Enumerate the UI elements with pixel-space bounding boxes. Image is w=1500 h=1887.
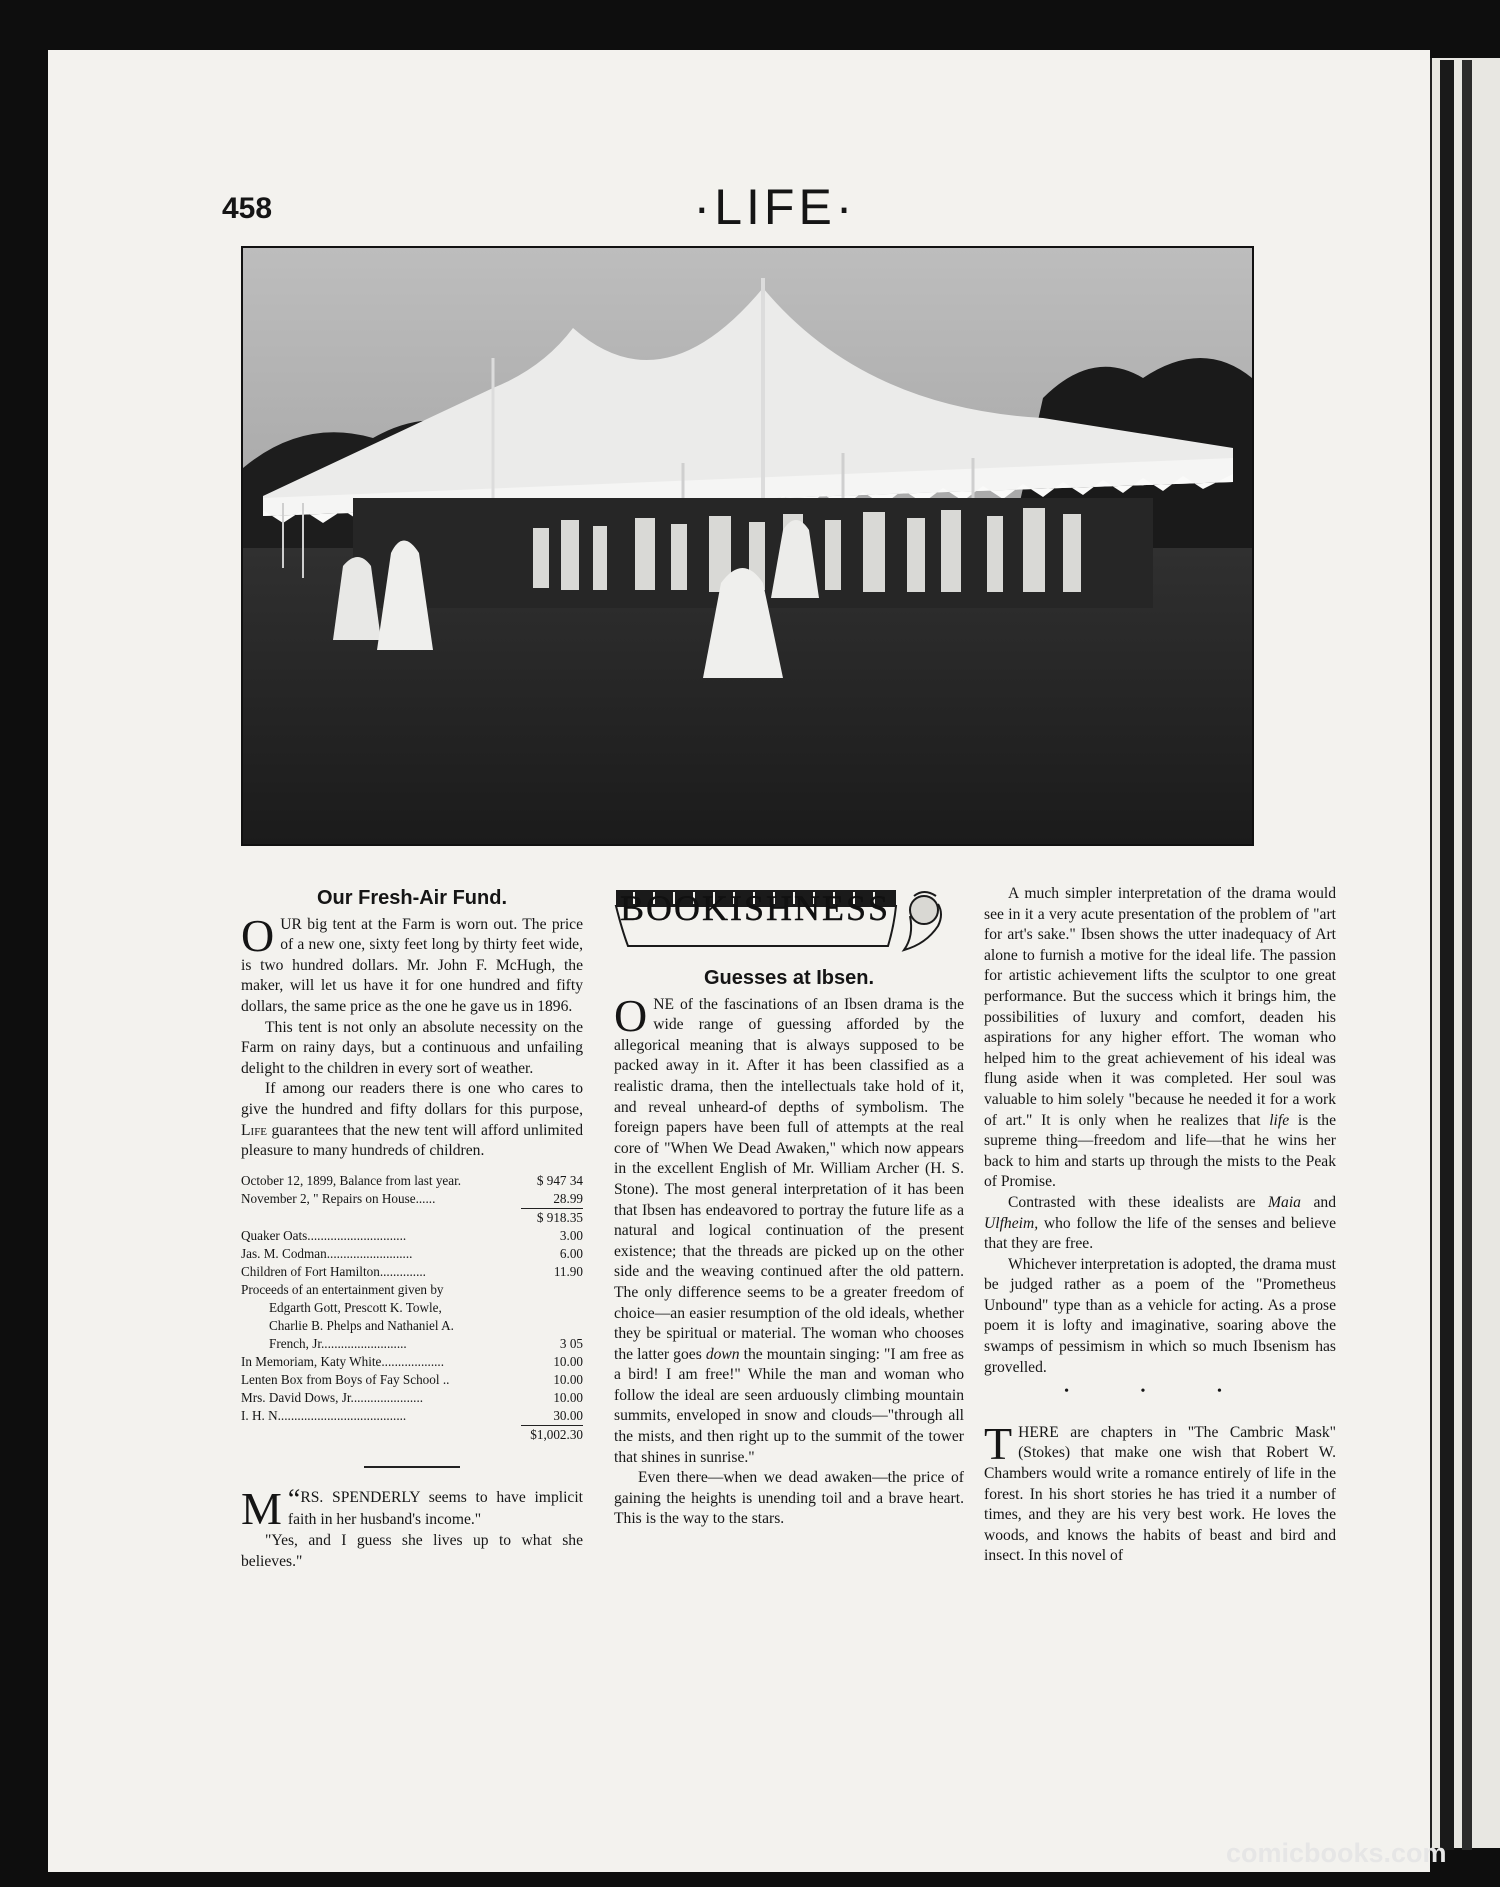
binding-shadow (1440, 60, 1454, 1850)
tent-photo-illustration (243, 248, 1252, 844)
ledger-total-row (241, 1425, 583, 1444)
ledger-row (241, 1299, 583, 1317)
fresh-air-paragraph-2: This tent is not only an absolute necessity on the Farm on rainy days, but a continuous and unfailing delight to the children in every sort of weather. (241, 1018, 583, 1077)
ledger-label: Proceeds of an entertainment given by (241, 1281, 444, 1297)
ibsen-paragraph-1-a: NE of the fascinations of an Ibsen drama is the wide range of guessing afforded by the allegorical meaning that is always supposed to be packed away in it. After it has been classified as a realistic drama, then the intellectuals take hold of it, and reveal unheard-of depths of symbolism. The foreign papers have been full of attempts at the real core of "When We Dead Awaken," which now appears in the excellent English of Mr. William Archer (H. S. Stone). The most general interpretation of it has been that Ibsen has endeavored to portray the future life as a natural and logical continuation of the present existence; that the threads are picked up on the other side and the weaving continued after the old pattern. The only difference seems to be a greater freedom of choice—an easier resumption of the old ideals, whether they be spiritual or material. The woman who chooses the latter goes (614, 995, 964, 1363)
guesses-at-ibsen-heading: Guesses at Ibsen. (703, 967, 875, 989)
ledger-total: $1,002.30 (521, 1425, 583, 1444)
fresh-air-paragraph-3-b: guarantees that the new tent will afford unlimited pleasure to many hundreds of children. (241, 1121, 583, 1160)
emphasis-maia: Maia (1268, 1193, 1301, 1211)
open-quote: “ (287, 1483, 301, 1515)
bookishness-banner-text: BOOKISHNESS (620, 888, 891, 928)
ledger-label: Quaker Oats.............................. (241, 1227, 407, 1243)
ledger-row (241, 1335, 583, 1353)
ledger-amount: 6.00 (559, 1245, 583, 1261)
ledger-amount: 11.90 (553, 1263, 583, 1279)
dropcap-t: T (984, 1417, 1013, 1469)
ledger-row (241, 1263, 583, 1281)
ibsen-paragraph-3-a: A much simpler interpretation of the drama would see in it a very acute presentation of the problem of "art for art's sake." Ibsen shows the utter inadequacy of Art alone to furnish a motive for the ideal life. The passion for artistic achievement lifts the sculptor to one great performance. But the success which it brings him, the possibilities of luxury and comfort, deaden his aspirations for any higher effort. The woman who helped him to the great achievement of his ideal was flung aside when it was completed. Her soul was valuable to him solely "because he needed it for a work of art." It is only when he realizes that (984, 885, 1336, 1129)
ledger-row (241, 1227, 583, 1245)
ledger-row (241, 1172, 583, 1190)
ledger-label: October 12, 1899, Balance from last year. (241, 1172, 462, 1188)
spenderly-paragraph-2: "Yes, and I guess she lives up to what she believes." (241, 1531, 583, 1570)
ledger-amount: 10.00 (553, 1353, 583, 1369)
ledger-row (241, 1190, 583, 1209)
ibsen-paragraph-4-and: and (1313, 1193, 1336, 1211)
ledger-amount: 3.00 (559, 1227, 583, 1243)
ledger-row (241, 1407, 583, 1426)
ledger-label: Lenten Box from Boys of Fay School .. (241, 1371, 450, 1387)
ledger-label: I. H. N....................................... (241, 1407, 407, 1423)
bookishness-banner (614, 886, 964, 958)
ledger-amount: $ 947 34 (536, 1172, 583, 1188)
ledger-label: Edgarth Gott, Prescott K. Towle, (269, 1299, 442, 1315)
section-separator-dots: • • • (1064, 1384, 1256, 1400)
ledger-label: Children of Fort Hamilton.............. (241, 1263, 426, 1279)
ledger-label: In Memoriam, Katy White................... (241, 1353, 445, 1369)
ledger-amount: $ 918.35 (521, 1208, 583, 1227)
ledger-amount: 30.00 (553, 1407, 583, 1423)
ledger-subtotal-row (241, 1208, 583, 1227)
ibsen-paragraph-1 (614, 989, 964, 1469)
ledger-label (241, 1425, 521, 1444)
column-1 (241, 884, 583, 1572)
ledger-label: November 2, " Repairs on House...... (241, 1190, 436, 1206)
cambric-mask-paragraph-text: HERE are chapters in "The Cambric Mask" (Stokes) that make one wish that Robert W. Chambers would write a romance entirely of life in the forest. In his short stories he has tried it a number of times, and they are his very best work. He loves the woods, and knows the habits of beast and bird and insect. In this novel of (984, 1423, 1336, 1565)
ledger-label: Charlie B. Phelps and Nathaniel A. (269, 1317, 454, 1333)
emphasis-life: life (1269, 1111, 1290, 1129)
ibsen-paragraph-4 (984, 1193, 1336, 1255)
ledger-amount: 28.99 (553, 1190, 583, 1206)
ibsen-paragraph-4-a: Contrasted with these idealists are (1008, 1193, 1256, 1211)
page-number: 458 (222, 192, 273, 225)
emphasis-down: down (705, 1345, 740, 1363)
ledger-label: Jas. M. Codman.......................... (241, 1245, 413, 1261)
dropcap-o: O (614, 989, 648, 1041)
cambric-mask-paragraph (984, 1417, 1336, 1567)
ledger-row (241, 1371, 583, 1389)
ledger-row (241, 1317, 583, 1335)
ledger-amount (521, 1281, 583, 1299)
ledger-amount: 10.00 (553, 1371, 583, 1387)
fresh-air-paragraph-3 (241, 1079, 583, 1161)
ibsen-paragraph-3-b: is the supreme thing—freedom and life—that he wins her back to him and starts up through the mists to the Peak of Promise. (984, 1111, 1337, 1191)
ibsen-paragraph-2: Even there—when we dead awaken—the price of gaining the heights is unending toil and a brave heart. This is the way to the stars. (614, 1469, 964, 1528)
life-smallcaps: Life (241, 1121, 268, 1139)
emphasis-ulfheim: Ulfheim, (984, 1214, 1039, 1232)
ledger-amount (521, 1299, 583, 1317)
ledger-row (241, 1245, 583, 1263)
ledger-row (241, 1281, 583, 1299)
binding-shadow-2 (1462, 60, 1472, 1850)
ledger-amount: 3 05 (559, 1335, 583, 1351)
dropcap-m: M (241, 1482, 282, 1534)
donation-ledger (241, 1172, 583, 1444)
section-divider (364, 1466, 460, 1468)
ibsen-paragraph-1-b: the mountain singing: "I am free as a bird! I am free!" While the man and woman who follow the ideal are seen arduously climbing mountain summits, enveloped in snow and clouds—"through all the mists, and then right up to the summit of the tower that shines in sunrise." (614, 1345, 964, 1466)
ledger-amount (521, 1317, 583, 1335)
spenderly-paragraph-1 (241, 1482, 583, 1534)
fresh-air-paragraph-1 (241, 909, 583, 1018)
ledger-row (241, 1389, 583, 1407)
spenderly-paragraph-1-text: RS. SPENDERLY seems to have implicit faith in her husband's income." (287, 1488, 583, 1529)
ibsen-paragraph-3 (984, 884, 1336, 1193)
masthead-title: ·LIFE· (693, 179, 857, 235)
ledger-amount: 10.00 (553, 1389, 583, 1405)
dropcap-o: O (241, 909, 275, 961)
tent-photograph (241, 246, 1254, 846)
column-3 (984, 884, 1336, 1567)
column-2 (614, 884, 964, 1530)
ledger-label: French, Jr.......................... (269, 1335, 407, 1351)
fresh-air-paragraph-3-a: If among our readers there is one who cares to give the hundred and fifty dollars for this purpose, (241, 1080, 583, 1118)
ledger-row (241, 1353, 583, 1371)
fresh-air-paragraph-1-text: UR big tent at the Farm is worn out. The price of a new one, sixty feet long by thirty feet wide, is two hundred dollars. Mr. John F. McHugh, the maker, will let us have it for one hundred and fifty dollars, the same price as the one he gave us in 1896. (241, 915, 583, 1015)
fresh-air-fund-heading: Our Fresh-Air Fund. (317, 887, 507, 909)
site-watermark: comicbooks.com (1226, 1838, 1447, 1868)
ibsen-paragraph-4-b: who follow the life of the senses and believe that they are free. (984, 1214, 1336, 1253)
ledger-label (241, 1208, 521, 1227)
ledger-label: Mrs. David Dows, Jr...................... (241, 1389, 424, 1405)
ibsen-paragraph-5: Whichever interpretation is adopted, the drama must be judged rather as a poem of the "Prometheus Unbound" type than as a vehicle for acting. As a prose poem it is lofty and imaginative, soaring above the swamps of pessimism in which so much Ibsenism has grovelled. (984, 1255, 1336, 1376)
